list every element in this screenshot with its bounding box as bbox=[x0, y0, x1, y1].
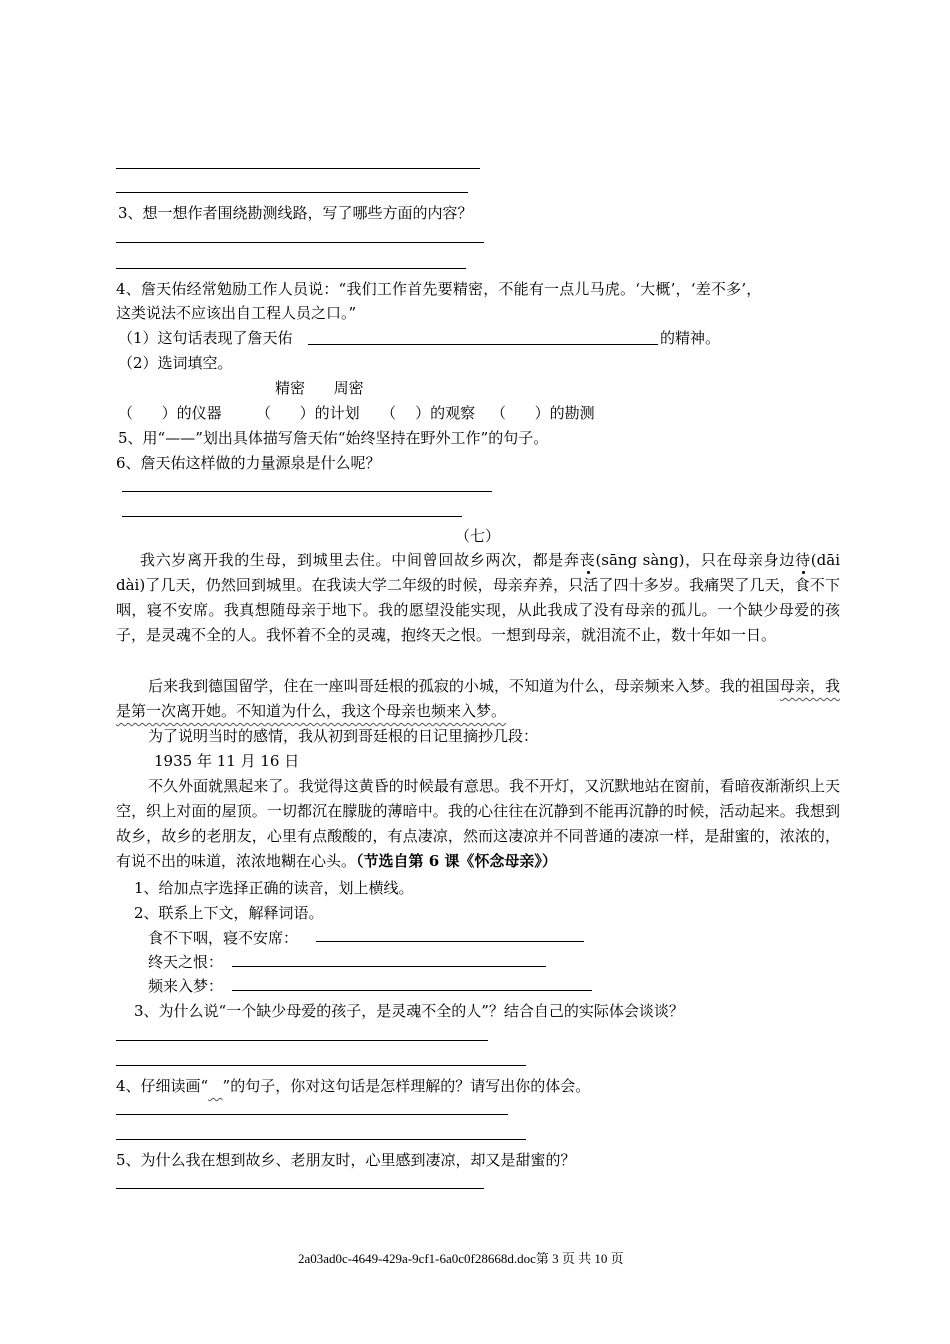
word-choices: 精密 周密 bbox=[275, 379, 364, 397]
answer-line[interactable] bbox=[116, 1065, 526, 1066]
fill-blank-1: （ ）的仪器 bbox=[118, 404, 222, 422]
question-7-5: 5、为什么我在想到故乡、老朋友时，心里感到凄凉，却又是甜蜜的？ bbox=[116, 1151, 576, 1169]
wavy-mark-sample bbox=[208, 1077, 222, 1095]
answer-line[interactable] bbox=[116, 1114, 508, 1115]
fill-blank-3: （ ）的观察 bbox=[381, 404, 476, 422]
answer-line[interactable] bbox=[116, 1188, 484, 1189]
question-7-4: 4、仔细读画“ ”的句子，你对这句话是怎样理解的？请写出你的体会。 bbox=[116, 1077, 591, 1095]
question-4-line1: 4、詹天佑经常勉励工作人员说：“我们工作首先要精密，不能有一点儿马虎。‘大概’，‘差不多’， bbox=[116, 280, 762, 298]
answer-line[interactable] bbox=[122, 516, 462, 517]
term-3: 频来入梦： bbox=[148, 977, 224, 995]
dotted-char: 丧 bbox=[579, 551, 596, 569]
answer-line[interactable] bbox=[116, 1139, 526, 1140]
dotted-char: 待 bbox=[795, 551, 811, 569]
answer-line[interactable] bbox=[116, 168, 480, 169]
question-6: 6、詹天佑这样做的力量源泉是什么呢？ bbox=[116, 454, 381, 472]
question-3: 3、想一想作者围绕勘测线路，写了哪些方面的内容？ bbox=[118, 204, 473, 222]
page-footer: 2a03ad0c-4649-429a-9cf1-6a0c0f28668d.doc第 3 页 共 10 页 bbox=[298, 1251, 624, 1266]
question-4-1-prefix: （1）这句话表现了詹天佑 bbox=[118, 329, 293, 347]
answer-line[interactable] bbox=[116, 192, 468, 193]
wavy-underlined-sentence: 母亲，我是第一次离开她。不知道为什么，我这个母亲也频来入梦。 bbox=[116, 677, 840, 720]
answer-line[interactable] bbox=[232, 966, 546, 967]
diary-date: 1935 年 11 月 16 日 bbox=[154, 752, 300, 770]
section-heading: （七） bbox=[455, 527, 501, 545]
question-7-2: 2、联系上下文，解释词语。 bbox=[134, 904, 324, 922]
answer-line[interactable] bbox=[232, 990, 592, 991]
fill-blank-4: （ ）的勘测 bbox=[491, 404, 595, 422]
term-2: 终天之恨： bbox=[148, 953, 224, 971]
answer-line[interactable] bbox=[116, 242, 484, 243]
fill-blank-2: （ ）的计划 bbox=[256, 404, 360, 422]
passage-paragraph-3: 为了说明当时的感情，我从初到哥廷根的日记里摘抄几段： bbox=[148, 727, 539, 745]
answer-line[interactable] bbox=[122, 491, 492, 492]
answer-line[interactable] bbox=[116, 1040, 488, 1041]
passage-paragraph-4: 不久外面就黑起来了。我觉得这黄昏的时候最有意思。我不开灯，又沉默地站在窗前，看暗夜渐渐织上天空，织上对面的屋顶。一切都沉在朦胧的薄暗中。我的心往往在沉静到不能再沉静的时候，活动起来。我想到故乡，故乡的老朋友，心里有点酸酸的，有点凄凉，然而这凄凉并不同普通的凄凉一样，是甜蜜的，浓浓的，有说不出的味道，浓浓地糊在心头。（节选自第 6 课《怀念母亲》） bbox=[116, 777, 840, 870]
question-5: 5、用“——”划出具体描写詹天佑“始终坚持在野外工作”的句子。 bbox=[118, 429, 549, 447]
passage-paragraph-1: 我六岁离开我的生母，到城里去住。中间曾回故乡两次，都是奔丧(sāng sàng)，只在母亲身边待(dāi dài)了几天，仍然回到城里。在我读大学二年级的时候，母亲弃养，只活了四十多岁。我痛哭了几天，食不下咽，寝不安席。我真想随母亲于地下。我的愿望没能实现，从此我成了没有母亲的孤儿。一个缺少母爱的孩子，是灵魂不全的人。我怀着不全的灵魂，抱终天之恨。一想到母亲，就泪流不止，数十年如一日。 bbox=[116, 551, 840, 644]
passage-paragraph-2: 后来我到德国留学，住在一座叫哥廷根的孤寂的小城，不知道为什么，母亲频来入梦。我的祖国母亲，我是第一次离开她。不知道为什么，我这个母亲也频来入梦。 bbox=[116, 677, 840, 720]
question-4-1-suffix: 的精神。 bbox=[660, 329, 721, 347]
answer-line[interactable] bbox=[308, 344, 658, 345]
answer-line[interactable] bbox=[116, 268, 466, 269]
question-4-2: （2）选词填空。 bbox=[118, 354, 233, 372]
question-7-1: 1、给加点字选择正确的读音，划上横线。 bbox=[134, 879, 414, 897]
answer-line[interactable] bbox=[316, 941, 584, 942]
source-note: （节选自第 6 课《怀念母亲》） bbox=[356, 852, 557, 870]
term-1: 食不下咽，寝不安席： bbox=[148, 929, 299, 947]
question-7-3: 3、为什么说“一个缺少母爱的孩子，是灵魂不全的人”？结合自己的实际体会谈谈？ bbox=[134, 1002, 684, 1020]
question-4-line2: 这类说法不应该出自工程人员之口。” bbox=[116, 304, 357, 322]
